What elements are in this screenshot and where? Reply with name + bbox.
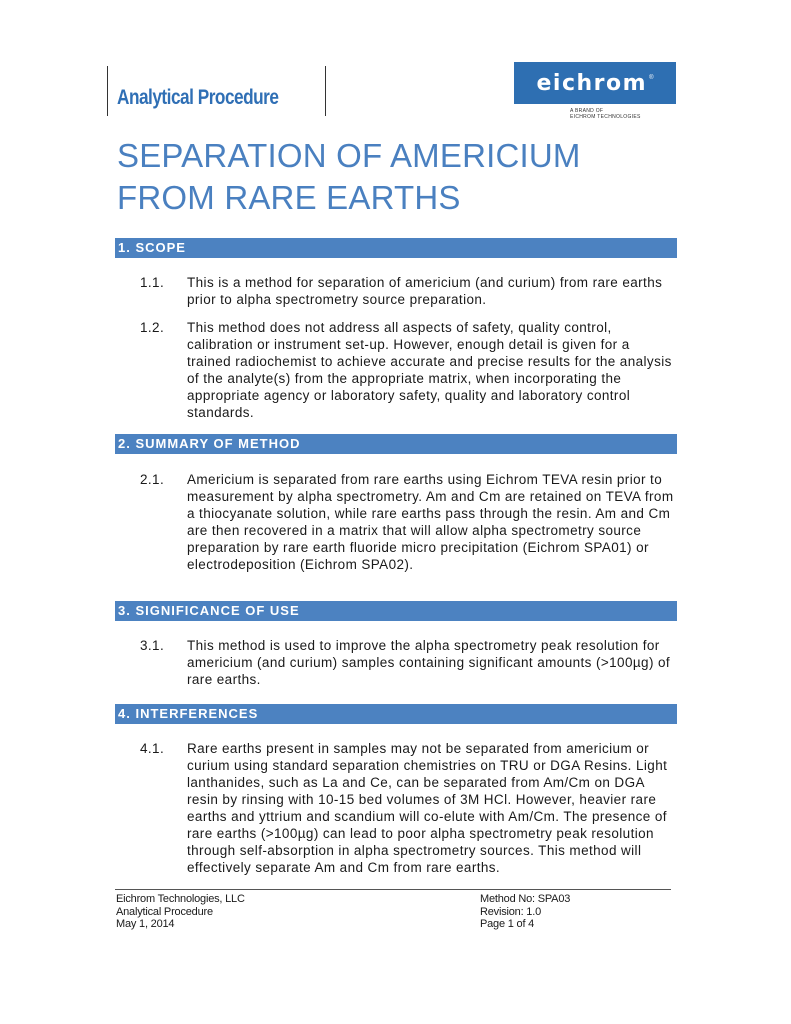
footer-company: Eichrom Technologies, LLC — [116, 893, 245, 905]
header-left-rule — [107, 66, 108, 116]
footer-doc-type: Analytical Procedure — [116, 905, 213, 918]
item-text: Americium is separated from rare earths using Eichrom TEVA resin prior to measurement by alpha spectrometry. Am and Cm are retained on TEVA from a thiocyanate solution, while rare earths pass through the resin. Am and Cm are then recovered in a matrix that will allow alpha spectrometry source preparation by rare earth fluoride micro precipitation (Eichrom SPA01) or electrodeposition (Eichrom SPA02). — [187, 472, 674, 572]
section-heading-scope: 1. SCOPE — [115, 238, 677, 258]
footer-method-no: Method No: SPA03 — [480, 893, 571, 905]
item-text: This method does not address all aspects of safety, quality control, calibration or instrument set-up. However, enough detail is given for a trained radiochemist to achieve accurate and precise results for the analysis of the analyte(s) from the appropriate matrix, when incorporating the appropriate agency or laboratory safety, quality and laboratory control standards. — [187, 320, 672, 420]
logo-tagline-line-1: A BRAND OF — [570, 108, 604, 114]
item-text: This method is used to improve the alpha spectrometry peak resolution for americium (and curium) samples containing significant amounts (>100µg) of rare earths. — [187, 638, 671, 687]
item-number: 3.1. — [140, 638, 165, 653]
footer-page: Page 1 of 4 — [480, 918, 535, 930]
section-heading-summary: 2. SUMMARY OF METHOD — [115, 434, 677, 454]
footer-right — [480, 893, 570, 931]
footer-rule — [115, 889, 671, 890]
logo-tagline-line-2: EICHROM TECHNOLOGIES — [570, 114, 641, 120]
item-number: 2.1. — [140, 472, 165, 487]
item-text: Rare earths present in samples may not be separated from americium or curium using standard separation chemistries on TRU or DGA Resins. Light lanthanides, such as La and Ce, can be separated from Am/Cm on DGA resin by rinsing with 10-15 bed volumes of 3M HCl. However, heavier rare earths and yttrium and scandium will co-elute with Am/Cm. The presence of rare earths (>100µg) can lead to poor alpha spectrometry peak resolution through self-absorption in alpha spectrometry sources. This method will effectively separate Am and Cm from rare earths. — [187, 741, 668, 875]
header-right-rule — [325, 66, 326, 116]
logo-trademark: ® — [649, 75, 654, 81]
document-title — [117, 135, 581, 219]
footer-revision: Revision: 1.0 — [480, 905, 541, 918]
item-number: 1.2. — [140, 320, 165, 335]
footer-date: May 1, 2014 — [116, 918, 175, 930]
eichrom-logo — [514, 62, 676, 104]
item-text: This is a method for separation of americium (and curium) from rare earths prior to alpha spectrometry source preparation. — [187, 275, 663, 307]
document-title-line-1: SEPARATION OF AMERICIUM — [117, 137, 581, 174]
item-number: 1.1. — [140, 275, 165, 290]
logo-tagline — [570, 108, 641, 120]
header-title: Analytical Procedure — [117, 86, 279, 109]
document-title-line-2: FROM RARE EARTHS — [117, 179, 461, 216]
section-heading-interferences: 4. INTERFERENCES — [115, 704, 677, 724]
footer-left — [116, 893, 245, 931]
item-number: 4.1. — [140, 741, 165, 756]
section-heading-significance: 3. SIGNIFICANCE OF USE — [115, 601, 677, 621]
logo-text: eichrom — [536, 70, 648, 96]
